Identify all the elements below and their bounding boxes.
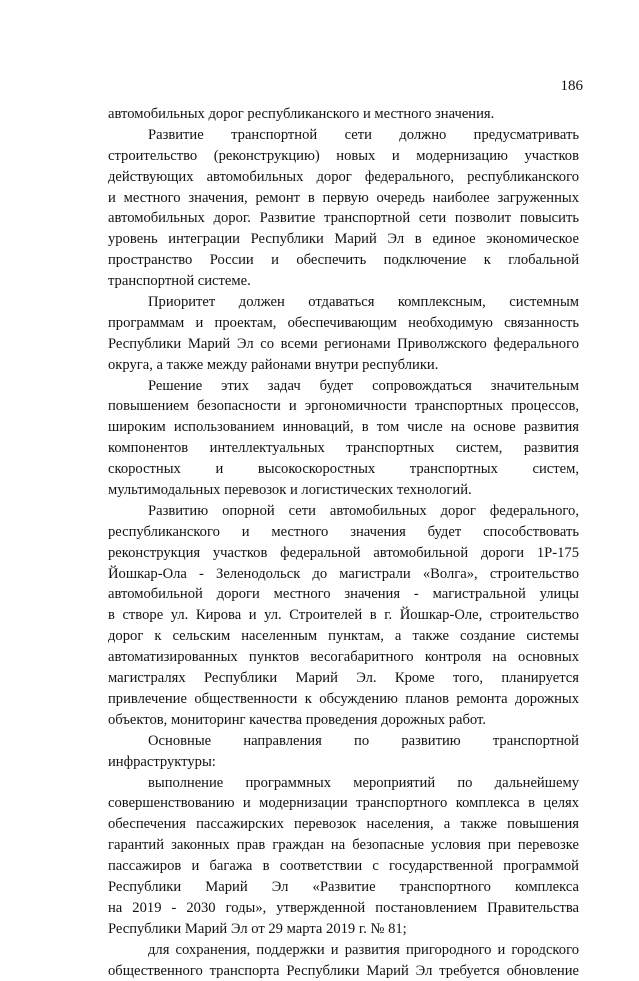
text-line: в створе ул. Кирова и ул. Строителей в г. Йошкар-Оле, строительство: [108, 607, 579, 624]
text-line: Развитию опорной сети автомобильных дорог федерального,: [148, 502, 579, 519]
text-line: магистралях Республики Марий Эл. Кроме того, планируется: [108, 670, 579, 687]
text-line: реконструкция участков федеральной автомобильной дороги 1Р-175: [108, 544, 579, 561]
text-line: инфраструктуры:: [108, 753, 216, 770]
text-line: компонентов интеллектуальных транспортных систем, развития: [108, 440, 579, 457]
text-line: для сохранения, поддержки и развития пригородного и городского: [148, 941, 579, 958]
text-line: программам и проектам, обеспечивающим необходимую связанность: [108, 314, 579, 331]
text-line: Решение этих задач будет сопровождаться значительным: [148, 377, 579, 394]
text-line: объектов, мониторинг качества проведения дорожных работ.: [108, 711, 486, 728]
text-line: на 2019 - 2030 годы», утвержденной постановлением Правительства: [108, 899, 579, 916]
page-number: 186: [560, 78, 583, 94]
text-line: автомобильных дорог. Развитие транспортной сети позволит повысить: [108, 210, 579, 227]
text-line: дорог к сельским населенным пунктам, а также создание системы: [108, 628, 579, 645]
text-line: Основные направления по развитию транспортной: [148, 732, 579, 749]
text-line: и местного значения, ремонт в первую очередь наиболее загруженных: [108, 189, 579, 206]
text-line: действующих автомобильных дорог федерального, республиканского: [108, 168, 579, 185]
text-line: пространство России и обеспечить подключение к глобальной: [108, 252, 579, 269]
text-line: скоростных и высокоскоростных транспортных систем,: [108, 461, 579, 478]
text-line: пассажиров и багажа в соответствии с государственной программой: [108, 858, 579, 875]
text-line: совершенствованию и модернизации транспортного комплекса в целях: [108, 795, 579, 812]
text-line: Республики Марий Эл от 29 марта 2019 г. № 81;: [108, 920, 407, 937]
text-line: широким использованием инноваций, в том числе на основе развития: [108, 419, 579, 436]
text-line: транспортной системе.: [108, 273, 251, 290]
text-line: Приоритет должен отдаваться комплексным, системным: [148, 294, 579, 311]
text-line: Республики Марий Эл со всеми регионами Приволжского федерального: [108, 335, 579, 352]
text-line: гарантий законных прав граждан на безопасные условия при перевозке: [108, 837, 579, 854]
text-line: автомобильных дорог республиканского и местного значения.: [108, 106, 495, 122]
text-line: округа, а также между районами внутри республики.: [108, 356, 439, 373]
text-line: повышением безопасности и эргономичности транспортных процессов,: [108, 398, 579, 415]
text-line: привлечение общественности к обсуждению планов ремонта дорожных: [108, 690, 579, 707]
text-line: автомобильной дороги местного значения - магистральной улицы: [108, 586, 579, 603]
text-line: обеспечения пассажирских перевозок населения, а также повышения: [108, 816, 579, 833]
text-line: уровень интеграции Республики Марий Эл в единое экономическое: [108, 231, 579, 248]
text-line: Развитие транспортной сети должно предусматривать: [148, 126, 579, 143]
text-line: Республики Марий Эл «Развитие транспортного комплекса: [108, 878, 579, 895]
text-line: автоматизированных пунктов весогабаритного контроля на основных: [108, 649, 579, 666]
text-line: мультимодальных перевозок и логистических технологий.: [108, 482, 472, 499]
text-line: строительство (реконструкцию) новых и модернизацию участков: [108, 147, 579, 164]
text-line: Йошкар-Ола - Зеленодольск до магистрали «Волга», строительство: [108, 565, 579, 582]
text-line: выполнение программных мероприятий по дальнейшему: [148, 774, 579, 791]
text-line: республиканского и местного значения будет способствовать: [108, 523, 579, 540]
text-line: общественного транспорта Республики Марий Эл требуется обновление: [108, 962, 579, 979]
body-text: [108, 104, 579, 981]
